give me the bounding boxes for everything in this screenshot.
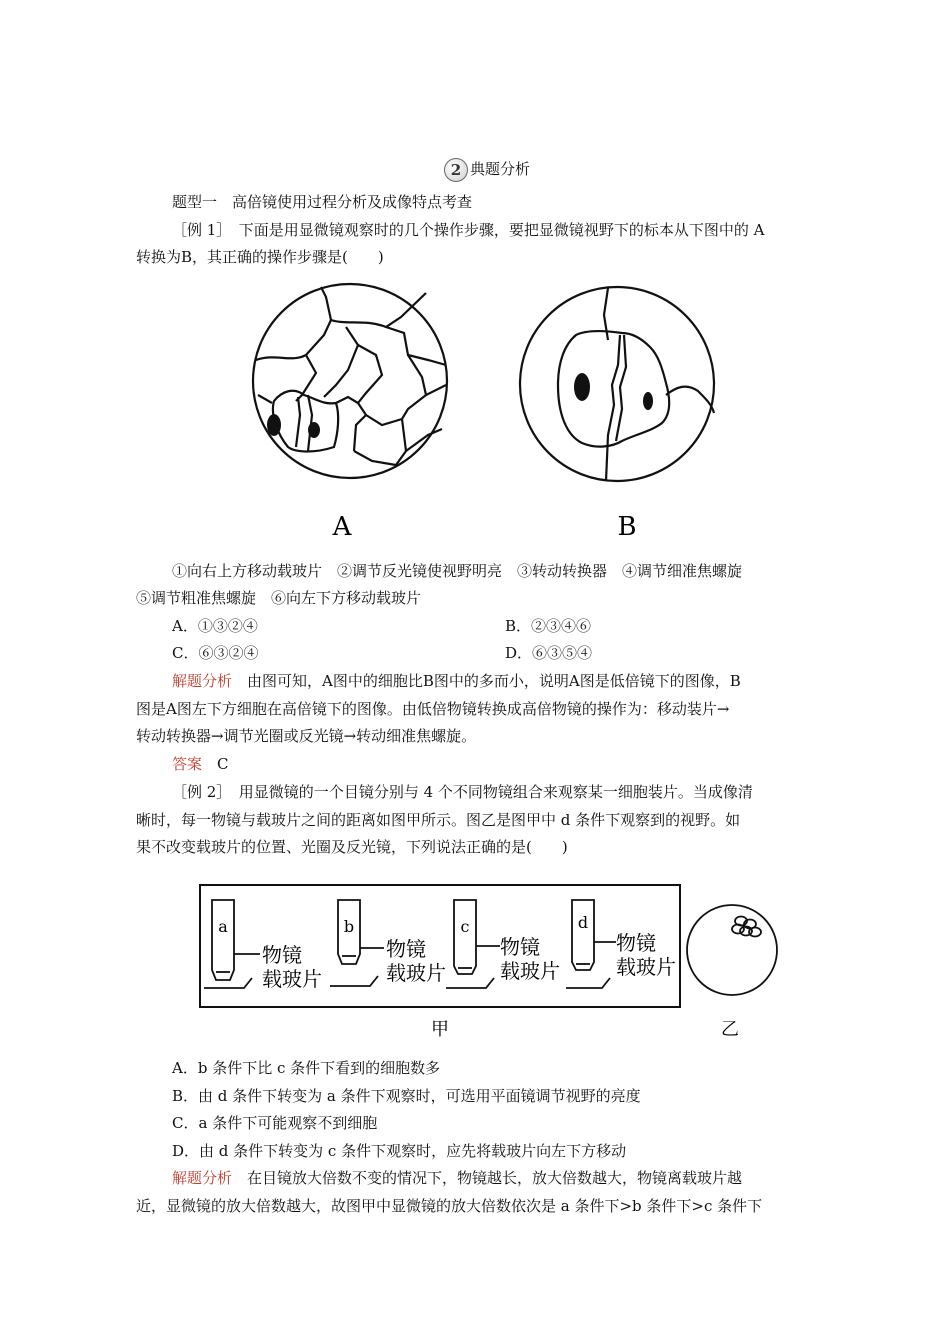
objective-c xyxy=(446,900,500,988)
figure-objectives xyxy=(190,870,800,1050)
section-number-badge: 2 xyxy=(444,158,468,182)
ex1-question-line1: ［例 1］ 下面是用显微镜观察时的几个操作步骤，要把显微镜视野下的标本从下图中的 A xyxy=(172,221,765,239)
ex1-question-line2: 转换为B，其正确的操作步骤是( ) xyxy=(136,248,384,266)
figure-a-label: A xyxy=(332,512,352,542)
type-heading: 题型一 高倍镜使用过程分析及成像特点考查 xyxy=(172,193,473,211)
ex2-option-b: B．由 d 条件下转变为 a 条件下观察时，可选用平面镜调节视野的亮度 xyxy=(172,1087,641,1105)
ex1-analysis-line1 xyxy=(172,671,741,691)
ex1-option-a: A．①③②④ xyxy=(172,617,258,635)
ex2-analysis-line2: 近，显微镜的放大倍数越大，故图甲中显微镜的放大倍数依次是 a 条件下>b 条件下>c 条件下 xyxy=(136,1197,763,1215)
ex1-option-b: B．②③④⑥ xyxy=(505,617,592,635)
objective-d xyxy=(566,900,616,988)
objective-label-c: 物镜 xyxy=(500,935,540,959)
slide-label-c: 载玻片 xyxy=(500,959,560,983)
section-header xyxy=(444,158,530,182)
figure-yi-label: 乙 xyxy=(721,1019,739,1040)
ex1-analysis-text1: 由图可知，A图中的细胞比B图中的多而小，说明A图是低倍镜下的图像，B xyxy=(232,672,741,690)
lens-label-d: d xyxy=(577,913,589,932)
figure-jia-label: 甲 xyxy=(431,1019,449,1040)
ex1-answer-label: 答案 xyxy=(172,755,203,773)
objective-a xyxy=(204,900,260,988)
ex2-question-line3: 果不改变载玻片的位置、光圈及反光镜，下列说法正确的是( ) xyxy=(136,838,568,856)
ex2-option-d: D．由 d 条件下转变为 c 条件下观察时，应先将载玻片向左下方移动 xyxy=(172,1142,627,1160)
objective-label-b: 物镜 xyxy=(386,937,426,961)
ex1-option-d: D．⑥③⑤④ xyxy=(505,644,593,662)
ex1-answer xyxy=(172,754,229,774)
ex2-analysis-line1 xyxy=(172,1168,742,1188)
lens-label-b: b xyxy=(343,917,355,936)
figure-b xyxy=(520,287,714,481)
slide-label-b: 载玻片 xyxy=(386,961,446,985)
ex2-option-c: C．a 条件下可能观察不到细胞 xyxy=(172,1114,378,1132)
objective-label-d: 物镜 xyxy=(616,931,656,955)
ex2-option-a: A．b 条件下比 c 条件下看到的细胞数多 xyxy=(172,1059,441,1077)
ex1-answer-value: C xyxy=(217,755,229,773)
figure-yi-field xyxy=(687,905,777,995)
ex1-steps-line2: ⑤调节粗准焦螺旋 ⑥向左下方移动载玻片 xyxy=(136,589,422,607)
ex1-option-c: C．⑥③②④ xyxy=(172,644,259,662)
objective-b xyxy=(330,900,384,986)
section-title: 典题分析 xyxy=(470,160,531,178)
ex2-question-line2: 晰时，每一物镜与载玻片之间的距离如图甲所示。图乙是图甲中 d 条件下观察到的视野。如 xyxy=(136,811,741,829)
slide-label-d: 载玻片 xyxy=(616,955,676,979)
ex2-question-line1: ［例 2］ 用显微镜的一个目镜分别与 4 个不同物镜组合来观察某一细胞装片。当成像清 xyxy=(172,783,753,801)
ex2-analysis-label: 解题分析 xyxy=(172,1169,233,1187)
ex2-analysis-text1: 在目镜放大倍数不变的情况下，物镜越长，放大倍数越大，物镜离载玻片越 xyxy=(232,1169,743,1187)
ex1-analysis-line2: 图是A图左下方细胞在高倍镜下的图像。由低倍物镜转换成高倍物镜的操作为：移动装片→ xyxy=(136,700,730,718)
ex1-analysis-label: 解题分析 xyxy=(172,672,233,690)
ex1-steps-line1: ①向右上方移动载玻片 ②调节反光镜使视野明亮 ③转动转换器 ④调节细准焦螺旋 xyxy=(172,562,743,580)
figure-a xyxy=(253,284,447,478)
lens-label-c: c xyxy=(460,917,470,936)
objective-label-a: 物镜 xyxy=(262,943,302,967)
lens-label-a: a xyxy=(218,917,228,936)
figure-b-label: B xyxy=(617,512,637,542)
slide-label-a: 载玻片 xyxy=(262,967,322,991)
figure-cells-ab xyxy=(236,275,746,555)
ex1-analysis-line3: 转动转换器→调节光圈或反光镜→转动细准焦螺旋。 xyxy=(136,727,477,745)
